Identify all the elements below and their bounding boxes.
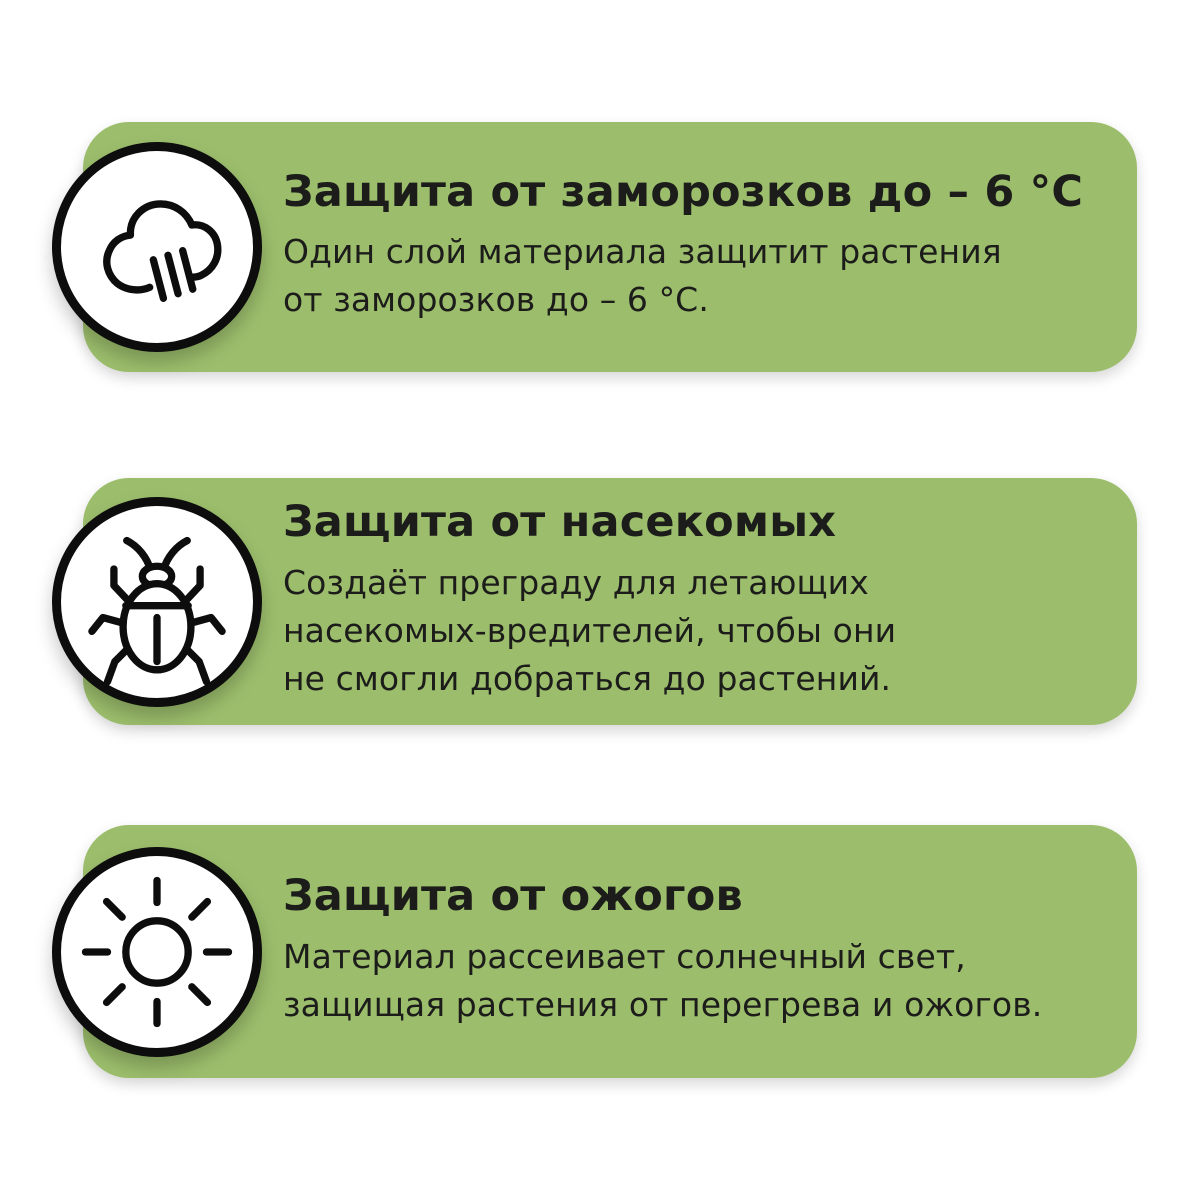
card-body-line: Создаёт преграду для летающих — [283, 562, 869, 602]
card-body-sunburn — [283, 933, 1111, 1029]
card-body-line: защищая растения от перегрева и ожогов. — [283, 984, 1043, 1024]
card-title-insects: Защита от насекомых — [283, 497, 837, 548]
card-title-frost: Защита от заморозков до – 6 °C — [283, 166, 1084, 217]
card-body-line: Материал рассеивает солнечный свет, — [283, 936, 966, 976]
icon-circle-frost — [52, 142, 262, 352]
feature-card-frost — [83, 122, 1137, 372]
sun-icon — [69, 864, 245, 1040]
card-text-insects — [283, 497, 1111, 703]
card-body-insects — [283, 559, 1111, 703]
feature-card-insects — [83, 478, 1137, 725]
card-text-sunburn — [283, 871, 1111, 1029]
card-text-frost — [283, 166, 1111, 325]
card-body-frost — [283, 228, 1111, 324]
card-title-sunburn: Защита от ожогов — [283, 871, 743, 922]
insect-icon — [69, 514, 245, 690]
icon-circle-insects — [52, 497, 262, 707]
icon-circle-sunburn — [52, 847, 262, 1057]
card-body-line: насекомых-вредителей, чтобы они — [283, 610, 897, 650]
card-body-line: Один слой материала защитит растения — [283, 232, 1002, 272]
card-body-line: не смогли добраться до растений. — [283, 658, 892, 698]
rain-cloud-icon — [69, 159, 245, 335]
feature-card-sunburn — [83, 825, 1137, 1078]
card-body-line: от заморозков до – 6 °C. — [283, 280, 709, 320]
